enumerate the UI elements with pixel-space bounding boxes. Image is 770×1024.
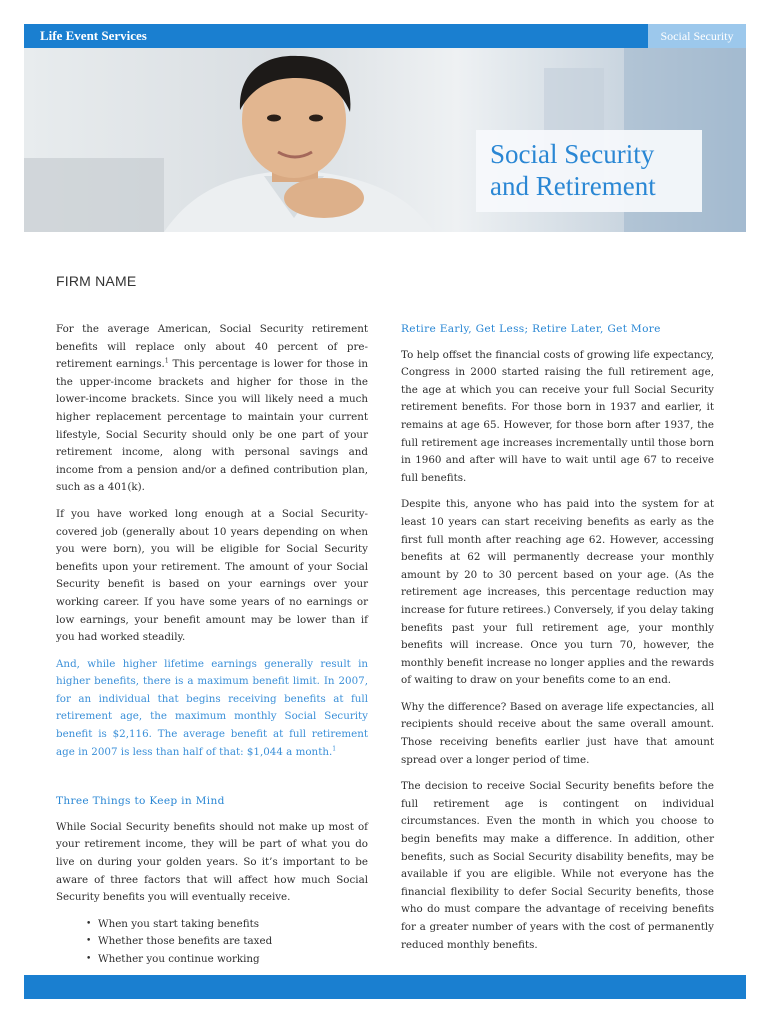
- page-title-line-2: and Retirement: [490, 171, 656, 201]
- section-heading: Three Things to Keep in Mind: [56, 795, 225, 808]
- paragraph: The decision to receive Social Security benefits before the full retirement age is contingent on individual circumstances. Even the month in which you choose to begin benefits may make a difference. In addition, other benefits, such as Social Security disability benefits, may be available if you are eligible. While not everyone has the financial flexibility to defer Social Security benefits, those who do must compare the advantage of receiving benefits for a greater number of years with the cost of permanently reduced monthly benefits.: [401, 780, 714, 951]
- page-title-line-1: Social Security: [490, 139, 655, 169]
- header-section-label: Life Event Services: [40, 28, 147, 43]
- header-topic-tab: Social Security: [648, 24, 746, 48]
- footnote-marker: 1: [332, 745, 337, 753]
- paragraph: Despite this, anyone who has paid into the system for at least 10 years can start receiving benefits as early as the first full month after reaching age 62. However, accessing benefits at 62 will permanently decrease your monthly amount by 20 to 30 percent based on your age. (As the retirement age increases, this percentage reduction may increase for future retirees.) Conversely, if you delay taking benefits past your full retirement age, your monthly benefits will increase. Once you turn 70, however, the monthly benefit increase no longer applies and the rewards of waiting to draw on your benefits come to an end.: [401, 498, 714, 687]
- firm-name: FIRM NAME: [56, 273, 137, 289]
- highlight-paragraph: [56, 656, 368, 762]
- list-item: • When you start taking benefits: [86, 916, 368, 934]
- left-column: [56, 321, 368, 969]
- hero-banner: [24, 48, 746, 232]
- paragraph: If you have worked long enough at a Social Security-covered job (generally about 10 years depending on when you were born), you will be eligible for Social Security benefits upon your retirement. The amount of your Social Security benefit is based on your earnings over your working career. If you have some years of no earnings or low earnings, your benefit amount may be lower than if you had worked steadily.: [56, 507, 368, 644]
- hero-title-box: [476, 130, 702, 212]
- paragraph: To help offset the financial costs of growing life expectancy, Congress in 2000 started raising the full retirement age, the age at which you can receive your full Social Security retirement benefits. For those born in 1937 and earlier, it remains at age 65. However, for those born after 1937, the full retirement age increases incrementally until those born in 1960 and after will have to wait until age 67 to receive full benefits.: [401, 348, 714, 484]
- paragraph-text: And, while higher lifetime earnings generally result in higher benefits, there is a maximum benefit limit. In 2007, for an individual that begins receiving benefits at full retirement age, the maximum monthly Social Security benefit is $2,116. The average benefit at full retirement age in 2007 is less than half of that: $1,044 a month.: [56, 657, 368, 758]
- right-column: [401, 321, 714, 963]
- page-title: [490, 138, 656, 202]
- paragraph: Why the difference? Based on average life expectancies, all recipients should receive about the same overall amount. Those receiving benefits earlier just have that amount spread over a longer period of time.: [401, 700, 714, 766]
- bullet-list: [86, 916, 368, 969]
- list-item: • Whether you continue working: [86, 951, 368, 969]
- paragraph-text: For the average American, Social Security retirement benefits will replace only about 40 percent of pre-retirement earnings.: [56, 323, 368, 371]
- paragraph: While Social Security benefits should not make up most of your retirement income, they will be part of what you do live on during your golden years. So it’s important to be aware of three factors that will affect how much Social Security benefits you will eventually receive.: [56, 820, 368, 904]
- section-heading: Retire Early, Get Less; Retire Later, Get More: [401, 323, 661, 335]
- header-bar: [24, 24, 746, 48]
- paragraph-text: This percentage is lower for those in the upper-income brackets and higher for those in the lower-income brackets. Since you will likely need a much higher replacement percentage to maintain your current lifestyle, Social Security should only be one part of your retirement income, along with personal savings and income from a pension and/or a defined contribution plan, such as a 401(k).: [56, 358, 368, 494]
- list-item: • Whether those benefits are taxed: [86, 933, 368, 951]
- footer-bar: [24, 975, 746, 999]
- paragraph: [56, 321, 368, 497]
- footnote-marker: 1: [164, 357, 169, 365]
